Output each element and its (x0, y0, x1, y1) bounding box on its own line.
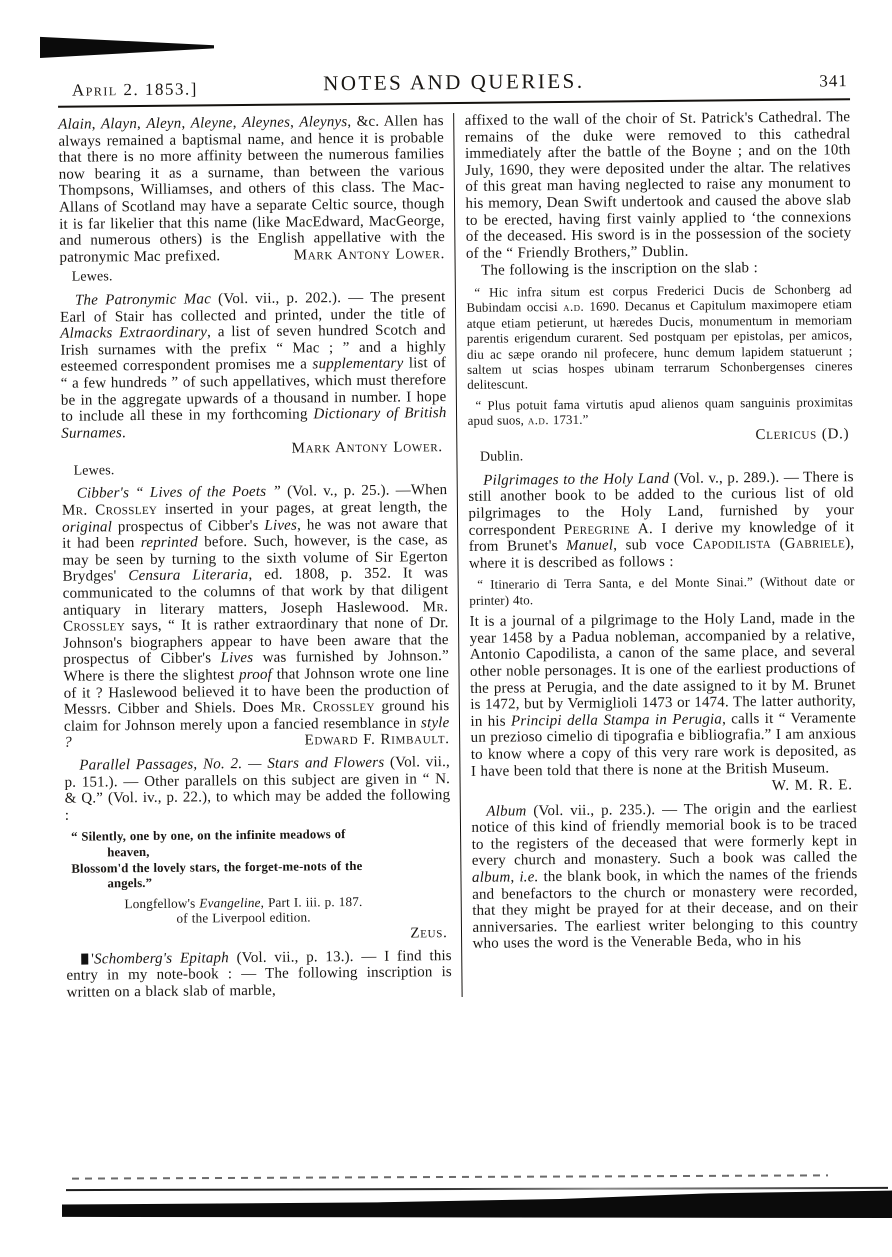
issue-date: April 2. 1853.] (71, 79, 198, 100)
verse-attribution: Longfellow's Evangeline, Part I. iii. p. 187. of the Liverpool edition. (124, 893, 363, 927)
signature-zeus: Zeus. (410, 925, 448, 942)
entry-patronymic-mac: The Patronymic Mac (Vol. vii., p. 202.). — The present Earl of Stair has collected and printed, under the title of Almacks Extraordinary, a list of seven hundred Scotch and Irish surnames with the prefix “ Mac ; ” and a highly esteemed correspondent promises me a supplementary list of “ a few hundreds ” of such appellatives, which must therefore be in the aggregate upwards of a thousand in number. I hope to include all these in my forthcoming Dictionary of British Surnames. (60, 289, 447, 442)
bottom-scan-artifact-bar (62, 1190, 892, 1218)
entry-schomberg-epitaph: 'Schomberg's Epitaph (Vol. vii., p. 13.). — I find this entry in my note-book : — The following inscription is written on a black slab of marble, (66, 947, 452, 1001)
masthead (58, 54, 850, 108)
place-dublin: Dublin. (479, 449, 524, 465)
entry-st-patricks-continuation: affixed to the wall of the choir of St. Patrick's Cathedral. The remains of the duke were removed to this cathedral immediately after the battle of the Boyne ; and on the 10th July, 1690, they were deposited under the altar. The relatives of this great man having neglected to raise any monument to his memory, Dean Swift undertook and caused the above slab to be erected, having first vainly applied to ‘the connexions of the deceased. His sword is in the possession of the society of the “ Friendly Brothers,” Dublin. (464, 109, 852, 262)
place-lewes-1: Lewes. (71, 269, 113, 286)
text-columns (58, 109, 858, 1001)
signature-clericus: Clericus (D.) (755, 425, 850, 443)
journal-title: NOTES AND QUERIES. (323, 68, 585, 96)
left-column (58, 113, 461, 1001)
page-number: 341 (819, 71, 848, 91)
entry-album: Album (Vol. vii., p. 235.). — The origin and the earliest notice of this kind of friendly memorial book is to be traced to the registers of the deceased that were formerly kept in every church and monastery. Such a book was called the album, i.e. the blank book, in which the names of the friends and benefactors to the church or monastery were recorded, that they might be prayed for at their decease, and on their anniversaries. The earliest writer belonging to this country who uses the word is the Venerable Beda, who in his (471, 799, 859, 953)
entry-allen-surnames: Alain, Alayn, Aleyn, Aleyne, Aleynes, Aleynys, &c. Allen has always remained a baptismal name, and hence it is probable that there is no more affinity between the numerous families now bearing it as a surname, than between the various Thompsons, Williamses, and others of this class. The Mac-Allans of Scotland may have a separate Celtic source, though it is far likelier that this name (like MacEdward, MacGeorge, and numerous others) is the English appellative with the patronymic Mac prefixed. Mark Antony Lower. (58, 113, 446, 266)
place-lewes-2: Lewes. (73, 463, 115, 479)
bottom-scan-artifact-dashes (72, 1174, 828, 1179)
verse-quote: “ Silently, one by one, on the infinite meadows of heaven, Blossom'd the lovely stars, the forget-me-nots of the angels.” (71, 827, 363, 891)
bottom-scan-artifact-line (66, 1187, 888, 1191)
entry-cibbers-lives: Cibber's “ Lives of the Poets ” (Vol. v., p. 25.). —When Mr. Crossley inserted in your pages, at great length, the original prospectus of Cibber's Lives, he was not aware that it had been reprinted before. Such, however, is the case, as may be seen by turning to the sixth volume of Sir Egerton Brydges' Censura Literaria, ed. 1808, p. 352. It was communicated to the columns of that work by that diligent antiquary in literary matters, Joseph Haslewood. Mr. Crossley says, “ It is rather extraordinary that none of Dr. Johnson's biographers appear to have been aware that the prospectus of Cibber's Lives was furnished by Johnson.” Where is there the slightest proof that Johnson wrote one line of it ? Haslewood believed it to have been the production of Messrs. Cibber and Shiels. Does Mr. Crossley ground his claim for Johnson merely upon a fancied resemblance in style ? Edward F. Rimbault. (61, 482, 450, 752)
signature-wmre: W. M. R. E. (771, 777, 853, 795)
page-sheet (58, 54, 859, 1001)
latin-inscription-2: “ Plus potuit fama virtutis apud alienos quam sanguinis proximitas apud suos, a.d. 1731.” (467, 393, 854, 429)
right-column (453, 109, 859, 997)
entry-pilgrimages: Pilgrimages to the Holy Land (Vol. v., p. 289.). — There is still another book to be added to the curious list of old pilgrimages to the Holy Land, furnished by your correspondent Peregrine A. I derive my knowledge of it from Brunet's Manuel, sub voce Capodilista (Gabriele), where it is described as follows : (468, 468, 855, 572)
top-scan-artifact (40, 36, 214, 58)
entry-parallel-passages: Parallel Passages, No. 2. — Stars and Flowers (Vol. vii., p. 151.). — Other parallels on this subject are given in “ N. & Q.” (Vol. iv., p. 22.), to which may be added the following : (64, 754, 451, 824)
itinerario-citation: “ Itinerario di Terra Santa, e del Monte Sinai.” (Without date or printer) 4to. (469, 573, 855, 608)
entry-pilgrimage-journal: It is a journal of a pilgrimage to the Holy Land, made in the year 1458 by a Padua nobleman, accompanied by a relative, Antonio Capodilista, a canon of the same place, and several other noble personages. It is one of the earliest productions of the press at Perugia, and the date assigned to it by M. Brunet is 1472, but by Vermiglioli 1473 or 1474. The latter authority, in his Principi della Stampa in Perugia, calls it “ Veramente un prezioso cimelio di tipografia e bibliografia.” I am anxious to know where a copy of this very rare work is deposited, as I have been told that there is none at the British Museum. (469, 610, 857, 780)
latin-inscription-1: “ Hic infra situm est corpus Frederici Ducis de Schonberg ad Bubindam occisi a.d. 1690. Decanus et Capitulum maximopere etiam atque etiam petierunt, ut hæredes Ducis, monumentum in memoriam parentis erigendum curarent. Sed postquam per epistolas, per amicos, diu ac sæpe orando nil profecere, hunc demum lapidem statuerunt ; saltem ut scias hospes ubinam terrarum Schonbergenses cineres delitescunt. (466, 281, 853, 393)
signature-lower: Mark Antony Lower. (291, 439, 443, 457)
entry-inscription-lead: The following is the inscription on the slab : (481, 260, 758, 280)
